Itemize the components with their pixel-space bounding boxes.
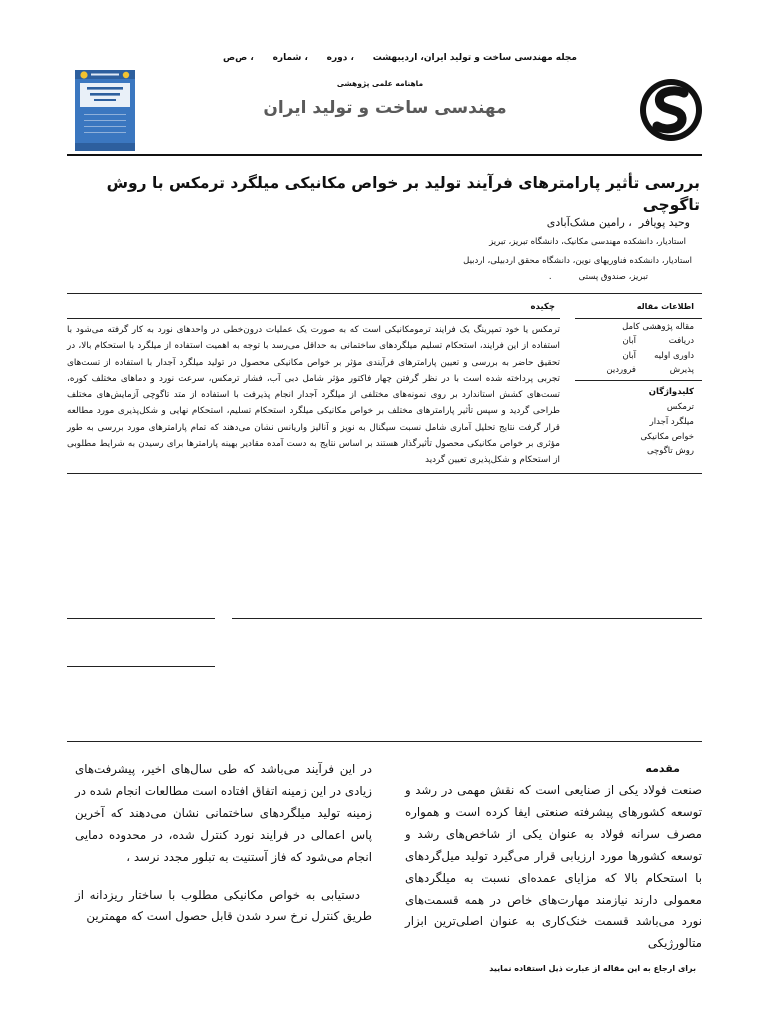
affiliation-1: استادیار، دانشکده مهندسی مکانیک، دانشگاه تبریز، تبریز bbox=[489, 237, 686, 247]
citation-note: برای ارجاع به این مقاله از عبارت ذیل استفاده نمایید bbox=[489, 964, 696, 974]
accepted-month: فروردین bbox=[606, 364, 636, 375]
keywords-heading: کلیدواژگان bbox=[648, 387, 694, 398]
header-rule bbox=[67, 154, 702, 156]
received-label: دریافت bbox=[668, 336, 694, 347]
journal-citation-line: مجله مهندسی ساخت و تولید ایران، اردیبهشت ، دوره ، شماره ، ص‌ص bbox=[223, 53, 577, 63]
paper-title: بررسی تأثیر پارامترهای فرآیند تولید بر خواص مکانیکی میلگرد ترمکس با روش تاگوچی bbox=[106, 174, 700, 214]
article-info-and-abstract bbox=[67, 297, 702, 474]
body-paragraph: دستیابی به خواص مکانیکی مطلوب با ساختار ریزدانه از طریق کنترل نرخ سرد شدن قابل حصول است که مهمترین bbox=[75, 887, 372, 924]
keyword: میلگرد آجدار bbox=[649, 416, 694, 427]
review-label: داوری اولیه bbox=[654, 350, 694, 361]
separator-rule bbox=[67, 618, 215, 619]
abstract-text: ترمکس یا خود تمپرینگ یک فرایند ترمومکانیکی است که به صورت یک عملیات درون‌خطی در واحدهای نورد به کار گرفته می‌شود با استفاده از این فرایند، استحکام تسلیم میلگردهای ساختمانی به حداقل می‌رسد با توجه به اهمیت استفاده از میلگرد با استحکام بالا، در تحقیق حاضر به بررسی و تعیین پارامترهای فرآیندی مؤثر بر خواص مکانیکی محصول در تولید میلگرد آجدار با استفاده از تست‌های تجربی پرداخته شده است با در نظر گرفتن چهار فاکتور مؤثر شامل دبی آب، فشار ترمکس، سرعت نورد و دماهای مختلف کوره، تست‌های کشش استاندارد بر روی نمونه‌های مختلفی از میلگرد آجدار انجام پذیرفت با استفاده از متد تاگوچی آزمایش‌های مختلف طراحی گردید و سپس تأثیر پارامترهای مختلف بر خواص مکانیکی میلگرد استحکام تسلیم، استحکام نهایی و شکل‌پذیری مورد مطالعه قرار گرفت نتایج تحلیل آماری شامل نسبت سیگنال به نویز و آنالیز واریانس نشان می‌دهند که تمام پارامترهای مورد بررسی به طور مؤثری بر خواص مکانیکی محصول تأثیرگذار هستند بر اساس نتایج به دست آمده مقادیر بهینه پارامترها برای رسیدن به شرایط مطلوبی از استحکام و شکل‌پذیری تعیین گردید bbox=[67, 325, 560, 466]
separator-rule bbox=[232, 618, 702, 619]
author-list: وحید پویافر ، رامین مشک‌آبادی bbox=[546, 216, 690, 229]
body-left-column bbox=[75, 759, 372, 928]
affiliation-2: استادیار، دانشکده فناوریهای نوین، دانشگاه محقق اردبیلی، اردبیل bbox=[463, 256, 692, 266]
section-rule bbox=[67, 293, 702, 294]
article-info-heading: اطلاعات مقاله bbox=[575, 297, 702, 319]
received-date-row bbox=[575, 334, 694, 348]
journal-cover-thumbnail bbox=[75, 70, 135, 151]
keyword: ترمکس bbox=[666, 401, 694, 412]
separator-rule bbox=[67, 666, 215, 667]
introduction-heading: مقدمه bbox=[645, 762, 680, 775]
journal-name: مهندسی ساخت و تولید ایران bbox=[263, 98, 507, 118]
body-right-column bbox=[405, 758, 702, 975]
journal-logo bbox=[639, 78, 703, 142]
keyword: خواص مکانیکی bbox=[640, 431, 694, 442]
introduction-paragraph: صنعت فولاد یکی از صنایعی است که نقش مهمی در رشد و توسعه کشورهای پیشرفته صنعتی ایفا کرده است و همواره مصرف سرانه فولاد به عنوان یکی از شاخص‌های رشد و توسعه کشورها مورد ارزیابی قرار می‌گیرد تولید میل‌گردهای با استحکام بالا که مزایای عمده‌ای نسبت به میلگردهای معمولی دارند نیازمند مهارت‌های خاص در همه قسمت‌های نورد می‌باشد قسمت خنک‌کاری به عنوان اصلی‌ترین ابزار متالورژیکی bbox=[405, 783, 702, 951]
accepted-date-row bbox=[575, 363, 694, 377]
journal-subtitle: ماهنامه علمی پژوهشی bbox=[336, 79, 424, 88]
article-info-details bbox=[575, 319, 702, 377]
article-type: مقاله پژوهشی کامل bbox=[622, 322, 694, 332]
keyword: روش تاگوچی bbox=[646, 446, 694, 457]
abstract-column bbox=[67, 297, 560, 473]
accepted-label: پذیرش bbox=[669, 364, 694, 375]
received-month: آبان bbox=[622, 336, 636, 347]
body-paragraph: در این فرآیند می‌باشد که طی سال‌های اخیر، پیشرفت‌های زیادی در این زمینه اتفاق افتاده است مطالعات انجام شده در زمینه تولید میلگردهای ساختمانی نشان می‌دهند که آخرین پاس اعمالی در فرایند نورد کنترل شده، در محدوده دمایی انجام می‌شود که فاز آستنیت به تبلور مجدد نرسد ، bbox=[75, 762, 372, 864]
review-date-row bbox=[575, 349, 694, 363]
article-info-column bbox=[575, 297, 702, 473]
keywords-list bbox=[575, 381, 702, 459]
review-month: آبان bbox=[622, 350, 636, 361]
abstract-heading: چکیده bbox=[67, 297, 560, 319]
body-rule bbox=[67, 741, 702, 742]
postal-address: تبریز، صندوق پستی . bbox=[548, 272, 648, 282]
